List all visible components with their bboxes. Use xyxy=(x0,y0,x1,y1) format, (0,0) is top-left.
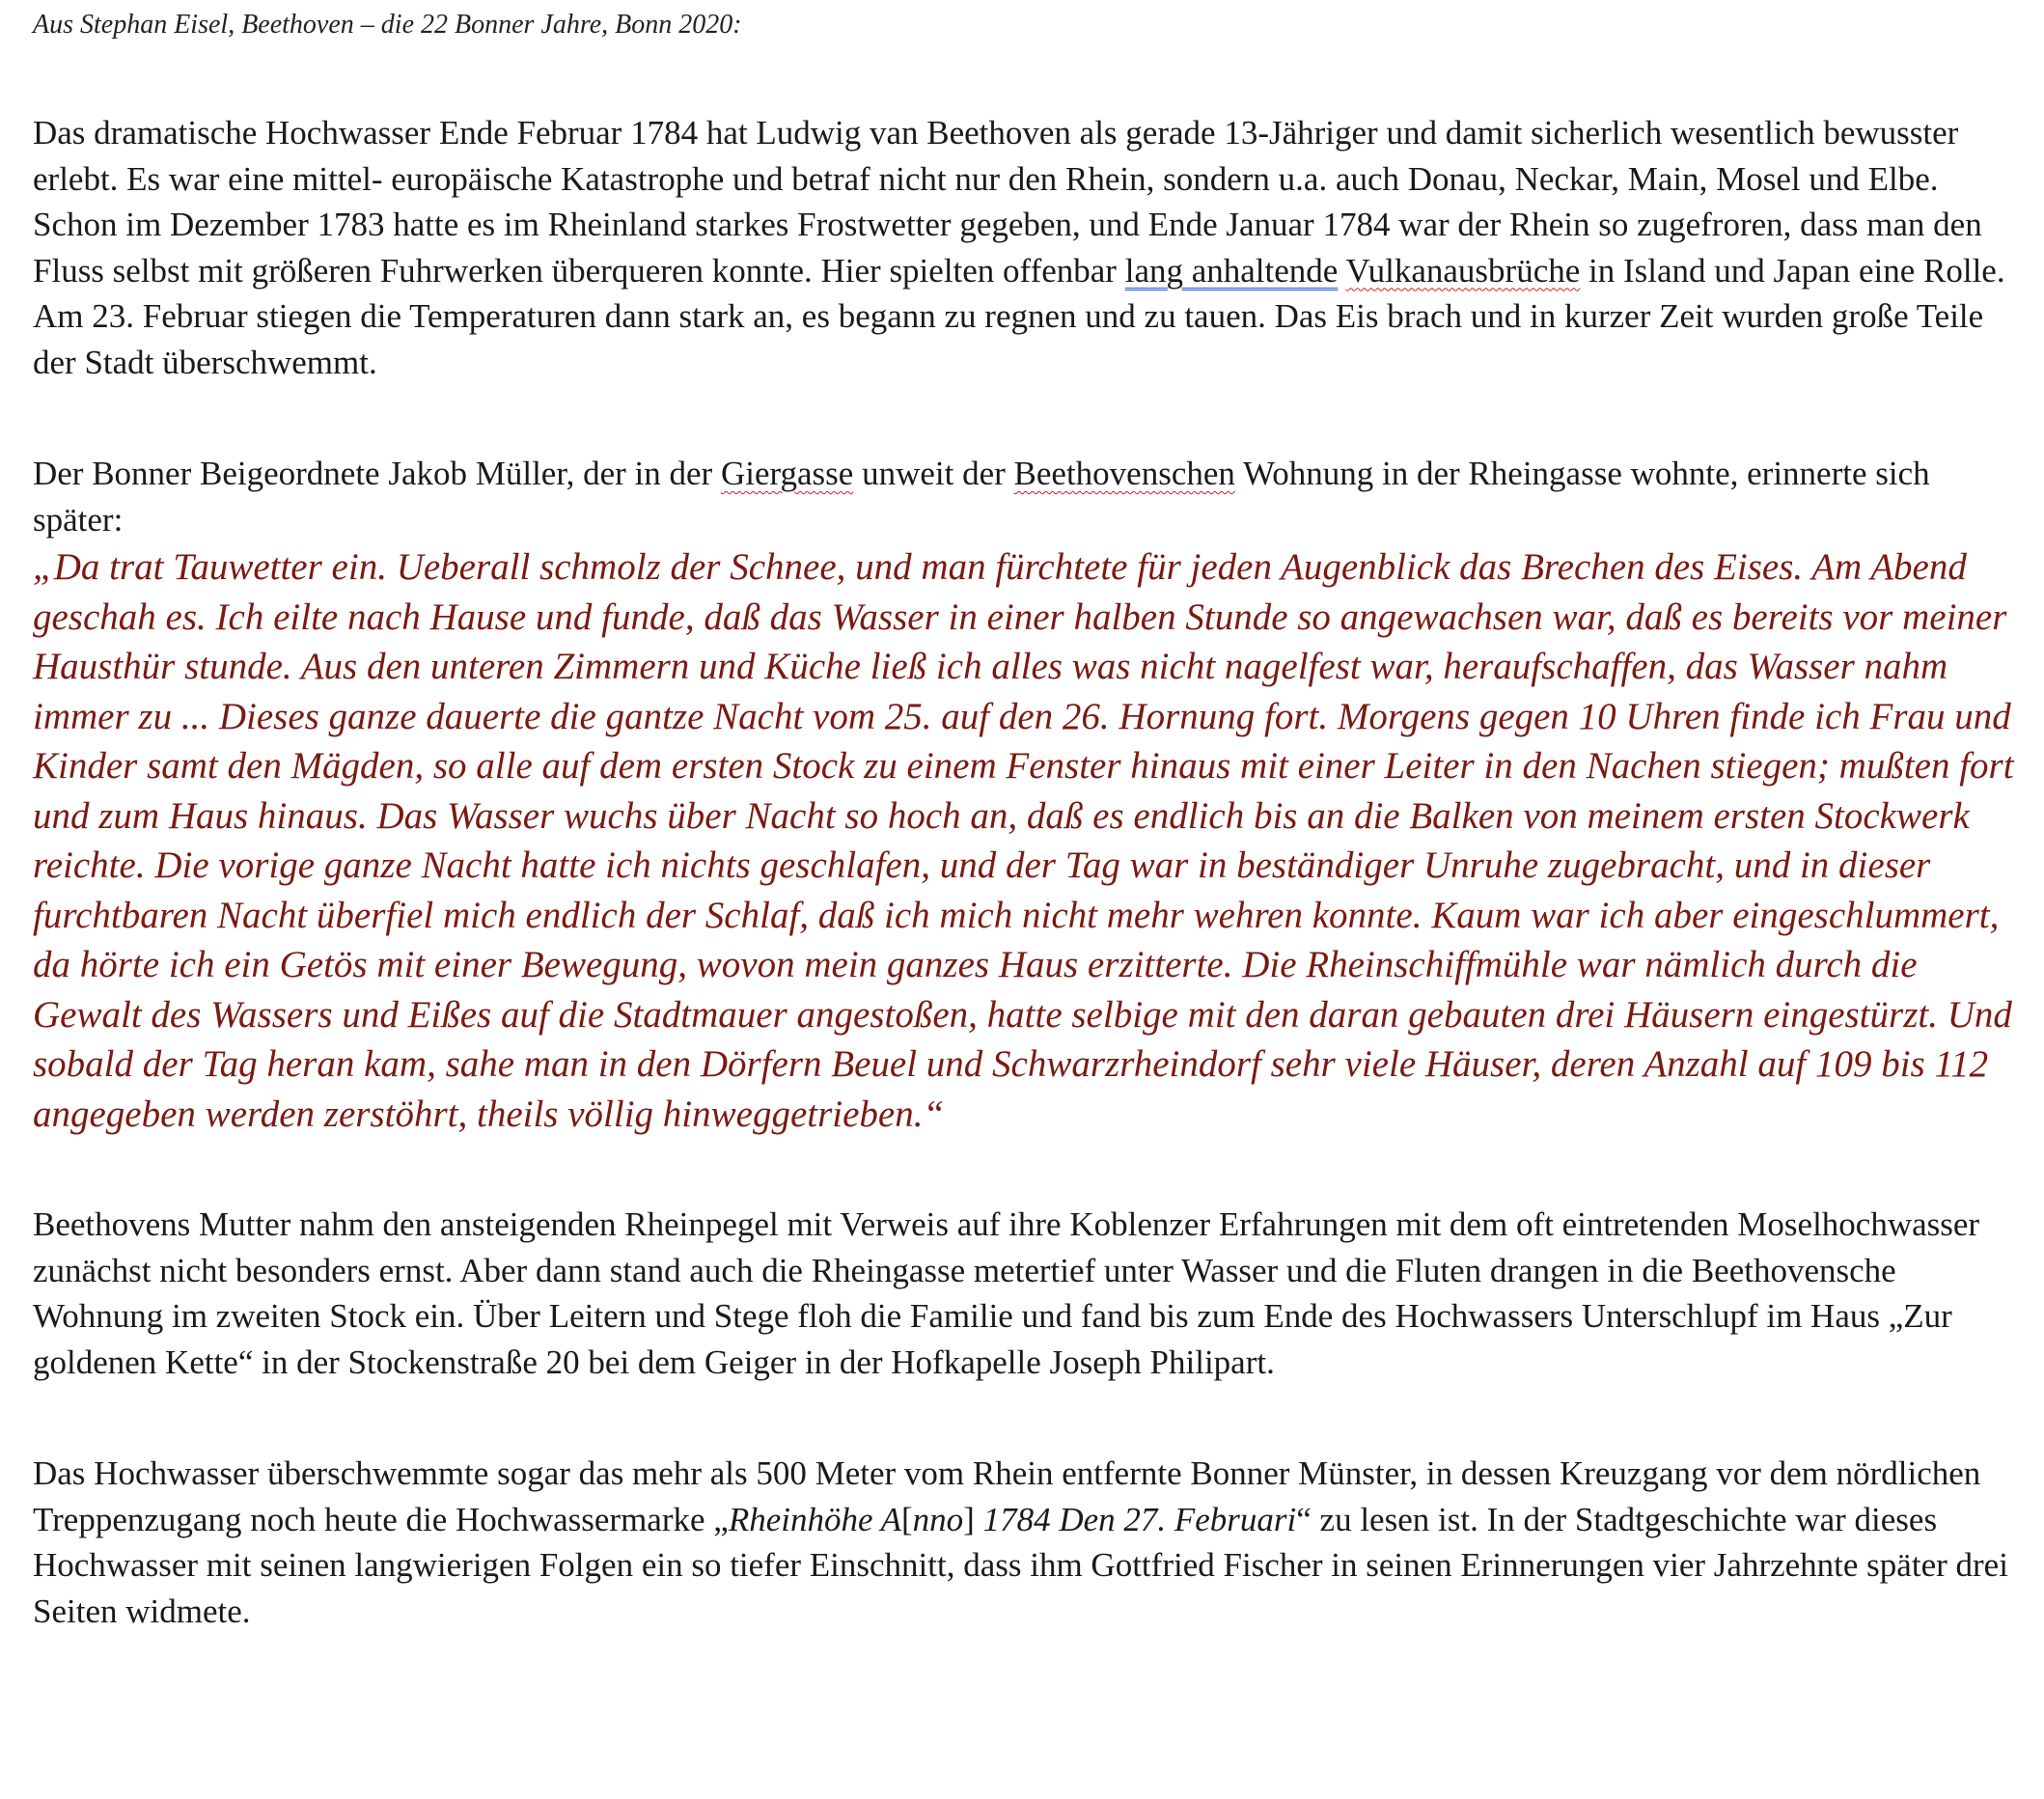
flood-mark-nno: nno xyxy=(912,1500,964,1538)
p4-text-a: Das Hochwasser überschwemmte sogar das mehr als 500 Meter vom Rhein entfernte Bonner Münster, in dessen Kreuzgang vor dem nördlichen Treppenzugang noch heute die Hochwassermarke „ xyxy=(33,1454,1981,1538)
p1-text-e: in Island und Japan eine Rolle. Am 23. Februar stiegen die Temperaturen dann stark an, es begann zu regnen und zu tauen. Das Eis brach und in kurzer Zeit wurden große Teile der Stadt überschwemmt. xyxy=(33,251,2005,381)
paragraph-beethoven-family: Beethovens Mutter nahm den ansteigenden Rheinpegel mit Verweis auf ihre Koblenzer Erfahrungen mit dem oft eintretenden Moselhochwasser zunächst nicht besonders ernst. Aber dann stand auch die Rheingasse metertief unter Wasser und die Fluten drangen in die Beethovensche Wohnung im zweiten Stock ein. Über Leitern und Stege floh die Familie und fand bis zum Ende des Hochwassers Unterschlupf im Haus „Zur goldenen Kette“ in der Stockenstraße 20 bei dem Geiger in der Hofkapelle Joseph Philipart. xyxy=(33,1205,1980,1381)
p2-text-c: unweit der xyxy=(853,455,1014,492)
document-page xyxy=(33,0,2021,1634)
p1-text-a: Das dramatische Hochwasser Ende Februar 1784 hat Ludwig van Beethoven als gerade 13-Jähriger und damit sicherlich wesentlich bewusster erlebt. Es war eine mittel- europäische Katastrophe und betraf nicht nur den Rhein, sondern u.a. auch Donau, Neckar, Main, Mosel und Elbe. Schon im Dezember 1783 hatte es im Rheinland starkes Frostwetter gegeben, und Ende Januar 1784 war der Rhein so zugefroren, dass man den Fluss selbst mit größeren Fuhrwerken überqueren konnte. Hier spielten offenbar xyxy=(33,114,1982,290)
p2-text-a: Der Bonner Beigeordnete Jakob Müller, der in der xyxy=(33,455,721,492)
p4-text-g: “ zu lesen ist. In der Stadtgeschichte war dieses Hochwasser mit seinen langwierigen Folgen ein so tiefer Einschnitt, dass ihm Gottfried Fischer in seinen Erinnerungen vier Jahrzehnte später drei Seiten widmete. xyxy=(33,1500,2008,1630)
mueller-quote: „Da trat Tauwetter ein. Ueberall schmolz der Schnee, und man fürchtete für jeden Augenblick das Brechen des Eises. Am Abend geschah es. Ich eilte nach Hause und funde, daß das Wasser in einer halben Stunde so angewachsen war, daß es bereits vor meiner Hausthür stunde. Aus den unteren Zimmern und Küche ließ ich alles was nicht nagelfest war, heraufschaffen, das Wasser nahm immer zu ... Dieses ganze dauerte die gantze Nacht vom 25. auf den 26. Hornung fort. Morgens gegen 10 Uhren finde ich Frau und Kinder samt den Mägden, so alle auf dem ersten Stock zu einem Fenster hinaus mit einer Leiter in den Nachen stiegen; mußten fort und zum Haus hinaus. Das Wasser wuchs über Nacht so hoch an, daß es endlich bis an die Balken von meinem ersten Stockwerk reichte. Die vorige ganze Nacht hatte ich nichts geschlafen, und der Tag war in beständiger Unruhe zugebracht, und in dieser furchtbaren Nacht überfiel mich endlich der Schlaf, daß ich mich nicht mehr wehren konnte. Kaum war ich aber eingeschlummert, da hörte ich ein Getös mit einer Bewegung, wovon mein ganzes Haus erzitterte. Die Rheinschiffmühle war nämlich durch die Gewalt des Wassers und Eißes auf die Stadtmauer angestoßen, hatte selbige mit den daran gebauten drei Häusern eingestürzt. Und sobald der Tag heran kam, sahe man in den Dörfern Beuel und Schwarzrheindorf sehr viele Häuser, deren Anzahl auf 109 bis 112 angegeben werden zerstöhrt, theils völlig hinweggetrieben.“ xyxy=(33,546,2014,1135)
source-citation: Aus Stephan Eisel, Beethoven – die 22 Bonner Jahre, Bonn 2020: xyxy=(33,10,742,40)
flood-mark-bracket-open: [ xyxy=(901,1500,913,1538)
spelling-flag-beethovenschen[interactable]: Beethovenschen xyxy=(1013,455,1235,492)
paragraph-muenster-flood-mark xyxy=(33,1451,2021,1634)
flood-mark-bracket-close: ] xyxy=(963,1500,975,1538)
flood-mark-rheinhoehe: Rheinhöhe A xyxy=(728,1500,901,1538)
grammar-flag-lang-anhaltende[interactable]: lang anhaltende xyxy=(1124,251,1339,290)
spelling-flag-giergasse[interactable]: Giergasse xyxy=(720,455,854,492)
spelling-flag-vulkanausbrueche[interactable]: Vulkanausbrüche xyxy=(1345,251,1581,290)
paragraph-flood-intro xyxy=(33,110,2021,385)
paragraph-mueller-intro xyxy=(33,451,2021,542)
p2-text-e: Wohnung in der Rheingasse wohnte, erinnerte sich später: xyxy=(33,455,1930,539)
flood-mark-date: 1784 Den 27. Februari xyxy=(974,1500,1297,1538)
